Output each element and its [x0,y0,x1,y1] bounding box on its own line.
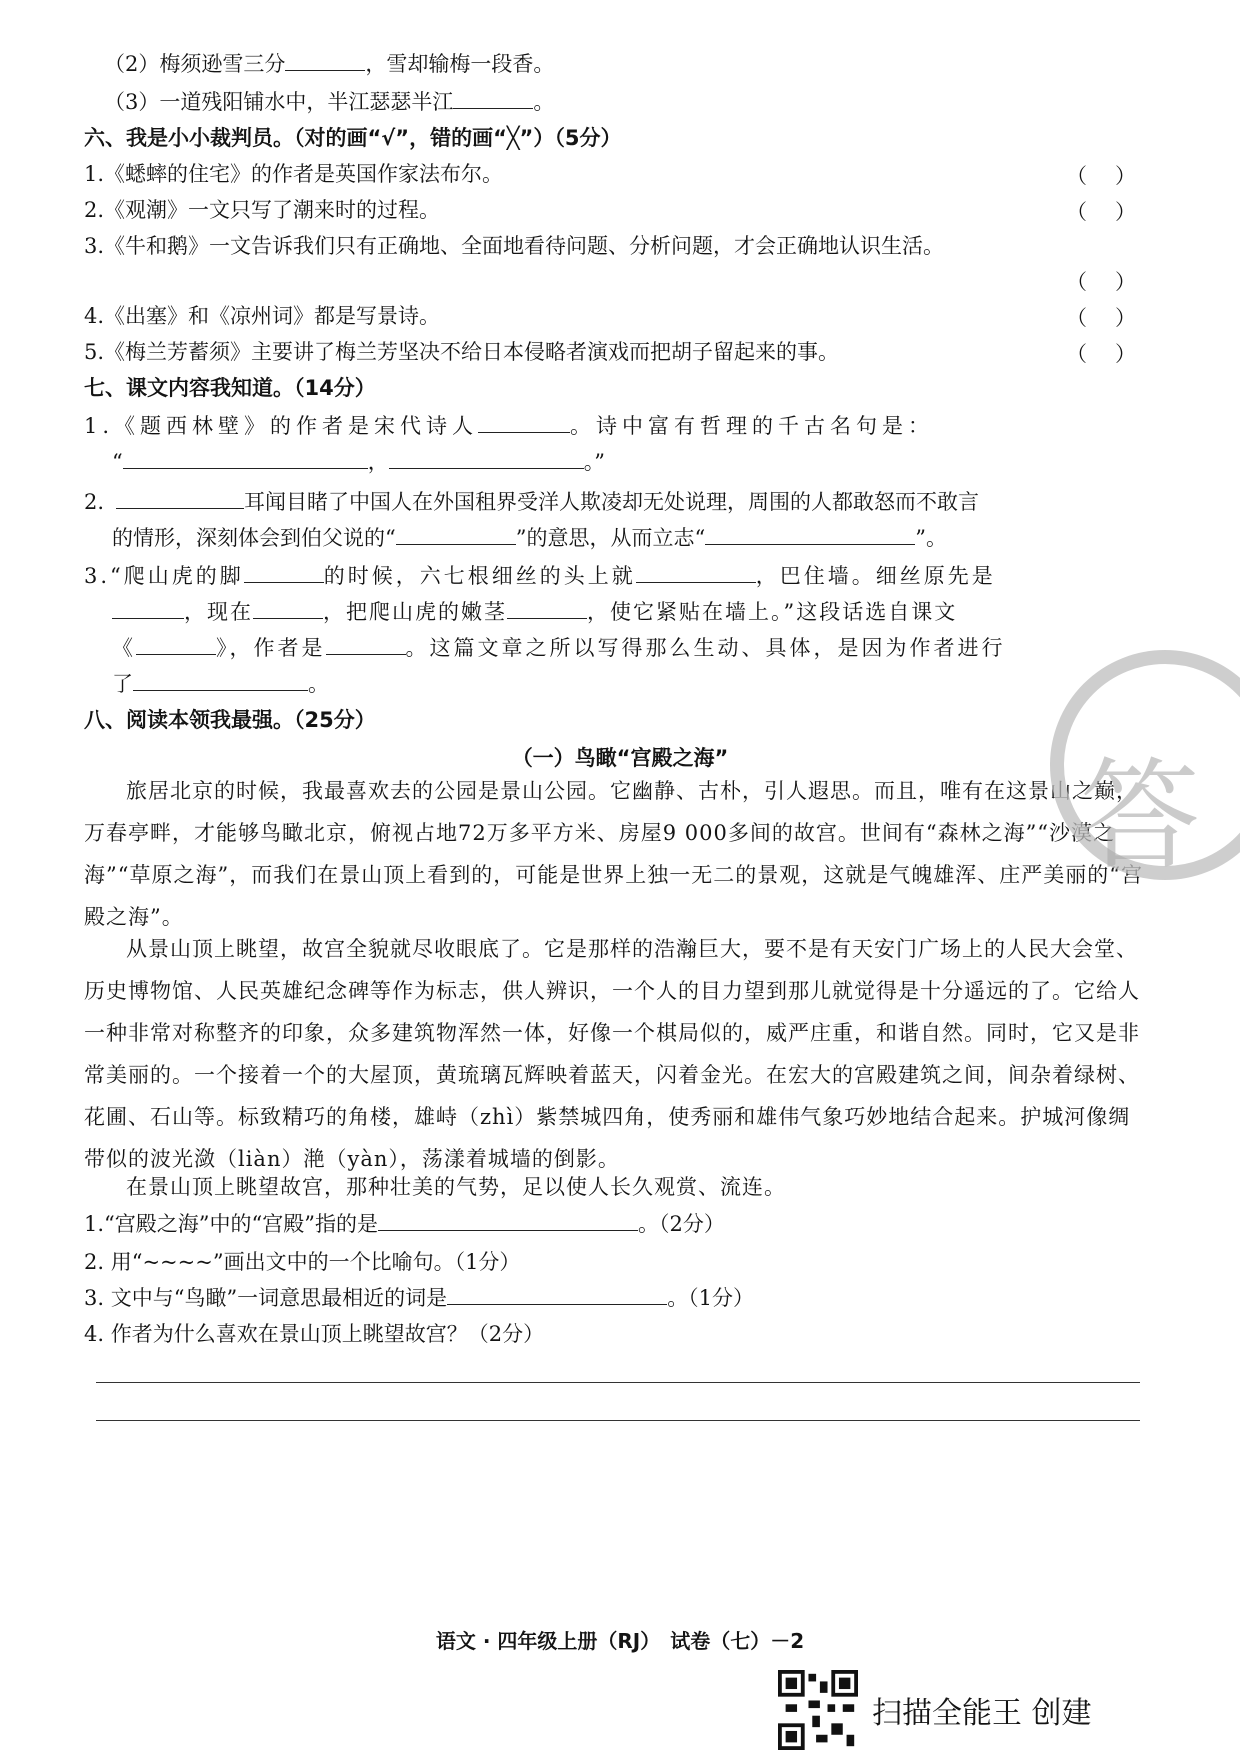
q8-question-3: 3. 文中与“鸟瞰”一词意思最相近的词是 。（1分） [84,1286,755,1310]
answer-line[interactable] [96,1420,1140,1421]
answer-blank[interactable] [136,634,216,655]
answer-line[interactable] [96,1382,1140,1383]
q7-item-2a: 2. 耳闻目睹了中国人在外国租界受洋人欺凌却无处说理，周围的人都敢怒而不敢言 [84,490,980,514]
q5-item2: （2）梅须逊雪三分 ，雪却输梅一段香。 [104,52,555,76]
judge-box-5[interactable]: （ ） [1066,342,1136,366]
judge-box-3[interactable]: （ ） [1066,270,1136,294]
answer-blank[interactable] [244,562,324,583]
q7-item-1b: “ ， 。” [112,450,605,474]
judge-box-4[interactable]: （ ） [1066,306,1136,330]
q6-item-1: 1.《蟋蟀的住宅》的作者是英国作家法布尔。 [84,162,504,186]
q7-item-3a: 3.“爬山虎的脚 的时候，六七根细丝的头上就 ，巴住墙。细丝原先是 [84,564,996,588]
reading-paragraph-1: 旅居北京的时候，我最喜欢去的公园是景山公园。它幽静、古朴，引人遐思。而且，唯有在这景山之巅，万春亭畔，才能够鸟瞰北京，俯视占地72万多平方米、房屋9 000多间的故宫。世间有“森林之海”“沙漠之海”“草原之海”，而我们在景山顶上看到的，可能是世界上独一无二的景观，这就是气魄雄浑、庄严美丽的“宫殿之海”。 [84,779,1143,929]
q8-question-1: 1.“宫殿之海”中的“宫殿”指的是 。（2分） [84,1212,725,1236]
q6-title: 六、我是小小裁判员。（对的画“√”，错的画“╳”）（5分） [84,126,622,150]
q6-item-2: 2.《观潮》一文只写了潮来时的过程。 [84,198,441,222]
q5-item3: （3）一道残阳铺水中，半江瑟瑟半江 。 [104,90,555,114]
scanner-watermark: 扫描全能王 创建 [872,1696,1092,1731]
answer-blank[interactable] [507,598,587,619]
answer-blank[interactable] [112,598,184,619]
judge-box-1[interactable]: （ ） [1066,164,1136,188]
answer-blank[interactable] [123,448,368,469]
answer-blank[interactable] [396,524,516,545]
answer-blank[interactable] [133,670,308,691]
q7-item-3b: ，现在 ，把爬山虎的嫩茎 ，使它紧贴在墙上。”这段话选自课文 [112,598,957,626]
answer-blank[interactable] [453,88,533,109]
answer-blank[interactable] [326,634,406,655]
answer-blank[interactable] [705,524,915,545]
q7-item-2b: 的情形，深刻体会到伯父说的“ ”的意思，从而立志“ ”。 [112,526,947,550]
answer-blank[interactable] [636,562,756,583]
q7-item-1a: 1.《题西林壁》的作者是宋代诗人 。诗中富有哲理的千古名句是： [84,414,935,438]
answer-blank[interactable] [447,1284,667,1305]
q6-item-4: 4.《出塞》和《凉州词》都是写景诗。 [84,304,441,328]
q8-title: 八、阅读本领我最强。（25分） [84,708,376,732]
q6-item-5: 5.《梅兰芳蓄须》主要讲了梅兰芳坚决不给日本侵略者演戏而把胡子留起来的事。 [84,340,840,364]
q6-item-3: 3.《牛和鹅》一文告诉我们只有正确地、全面地看待问题、分析问题，才会正确地认识生活。 [84,234,945,258]
answer-blank[interactable] [378,1210,638,1231]
qr-code-icon [778,1670,858,1750]
q7-item-3c: 《 》，作者是 。这篇文章之所以写得那么生动、具体，是因为作者进行 [112,636,1006,660]
reading-paragraph-2: 从景山顶上眺望，故宫全貌就尽收眼底了。它是那样的浩瀚巨大，要不是有天安门广场上的人民大会堂、历史博物馆、人民英雄纪念碑等作为标志，供人辨识，一个人的目力望到那儿就觉得是十分遥远的了。它给人一种非常对称整齐的印象，众多建筑物浑然一体，好像一个棋局似的，威严庄重，和谐自然。同时，它又是非常美丽的。一个接着一个的大屋顶，黄琉璃瓦辉映着蓝天，闪着金光。在宏大的宫殿建筑之间，间杂着绿树、花圃、石山等。标致精巧的角楼，雄峙（zhì）紫禁城四角，使秀丽和雄伟气象巧妙地结合起来。护城河像绸带似的波光潋（liàn）滟（yàn），荡漾着城墙的倒影。 [84,937,1140,1171]
answer-blank[interactable] [389,448,584,469]
answer-blank[interactable] [116,488,244,509]
judge-box-2[interactable]: （ ） [1066,200,1136,224]
q7-title: 七、课文内容我知道。（14分） [84,376,376,400]
q8-question-2: 2. 用“~~~~”画出文中的一个比喻句。（1分） [84,1250,521,1274]
q7-item-3d: 了 。 [112,672,329,696]
reading-paragraph-3: 在景山顶上眺望故宫，那种壮美的气势，足以使人长久观赏、流连。 [126,1175,786,1199]
answer-blank[interactable] [253,598,323,619]
answer-blank[interactable] [285,50,365,71]
stamp-glyph: 答 [1080,747,1200,886]
q8-question-4: 4. 作者为什么喜欢在景山顶上眺望故宫？（2分） [84,1322,545,1346]
reading-title: （一）鸟瞰“宫殿之海” [511,746,729,770]
answer-blank[interactable] [478,412,570,433]
page-footer: 语文 · 四年级上册（RJ） 试卷（七）－2 [435,1629,805,1653]
